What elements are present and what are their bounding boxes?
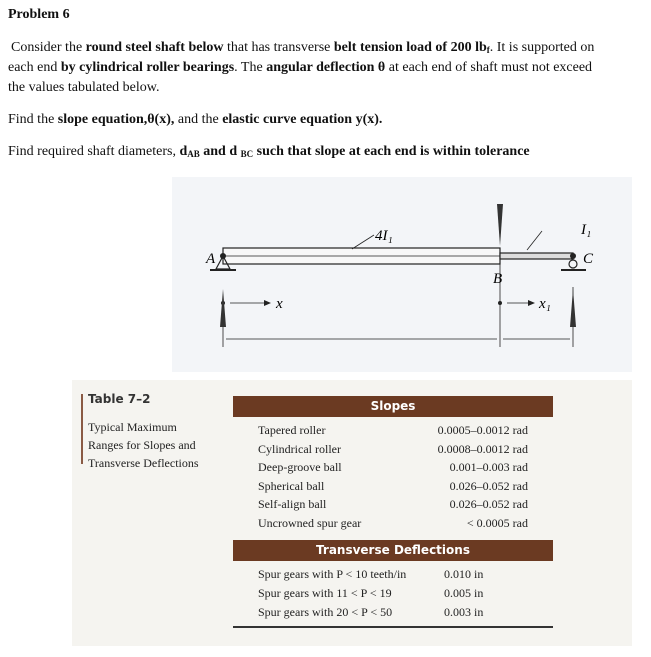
deflection-item: Spur gears with 11 < P < 19 [258,586,392,600]
table-bottom-rule [233,626,553,628]
text: such that slope at each end is within tolerance [253,144,530,159]
text: d [179,144,188,159]
text: Consider the [11,40,86,55]
slope-item: Cylindrical roller [258,441,341,456]
table-accent-bar [81,394,83,464]
bold-text: slope equation,θ(x), [57,112,175,127]
text: at each end of shaft must not exceed [385,60,593,75]
subscript: f [486,45,490,55]
shaft-diagram [172,177,632,372]
text: Find required shaft diameters, [8,144,180,159]
bold-text [334,40,490,55]
bold-text: round steel shaft below [85,40,224,55]
label-x: x [276,296,283,312]
shaft-diagram-drawing [172,177,632,372]
slope-value: 0.0005–0.0012 rad [437,423,528,437]
label-x1: x₁ [539,296,551,312]
find-slope-instruction [8,111,382,129]
reaction-arrow-c [570,289,576,327]
reaction-arrow-a [220,289,226,327]
label-4i1: 4I₁ [375,228,393,244]
problem-paragraph-line-1 [11,39,594,59]
table-7-2-figure [72,380,632,646]
slope-item: Tapered roller [258,423,326,437]
subscript: BC [240,149,254,159]
subscript: AB [187,149,200,159]
label-i1: I₁ [581,222,592,238]
text: . It is supported on [489,40,595,55]
text: belt tension load of 200 lb [333,40,487,55]
slope-value: < 0.0005 rad [466,516,528,530]
text: and the [174,112,223,127]
slope-item: Uncrowned spur gear [258,516,362,530]
slopes-header: Slopes [233,396,553,417]
slope-value: 0.026–0.052 rad [449,497,528,512]
slope-item: Deep-groove ball [258,460,342,475]
text: Find the [8,112,58,127]
table-title: Table 7–2 [88,392,151,406]
slope-value: 0.026–0.052 rad [449,478,528,493]
belt-load-arrow [497,204,503,246]
bold-text: by cylindrical roller bearings [60,60,235,75]
bold-text: elastic curve equation y(x). [222,112,383,127]
deflection-item: Spur gears with P < 10 teeth/in [258,567,407,581]
deflection-value: 0.010 in [444,567,484,581]
text: and d [199,144,241,159]
table-caption-line: Transverse Deflections [88,456,199,470]
deflection-value: 0.005 in [444,586,484,600]
text: that has transverse [223,40,334,55]
slope-value: 0.001–0.003 rad [449,460,528,475]
label-b: B [493,271,503,287]
label-c: C [583,251,594,267]
find-diameter-instruction [8,143,530,163]
slope-item: Spherical ball [258,478,325,493]
bold-text [179,144,529,159]
problem-paragraph-line-3: the values tabulated below. [8,80,160,95]
slope-item: Self-align ball [258,497,327,512]
roller-support-c [569,260,577,268]
problem-paragraph-line-2 [8,59,592,77]
problem-title: Problem 6 [8,7,70,22]
slope-value: 0.0008–0.0012 rad [437,441,528,456]
bold-text: angular deflection θ [266,60,386,75]
text: each end [8,60,61,75]
table-caption-line: Ranges for Slopes and [88,438,196,452]
deflections-header: Transverse Deflections [233,540,553,561]
text: . The [234,60,267,75]
shaft-section-bc [500,253,573,259]
deflection-item: Spur gears with 20 < P < 50 [258,605,393,619]
label-a: A [206,251,216,267]
deflection-value: 0.003 in [444,605,484,619]
table-caption-line: Typical Maximum [88,420,177,434]
